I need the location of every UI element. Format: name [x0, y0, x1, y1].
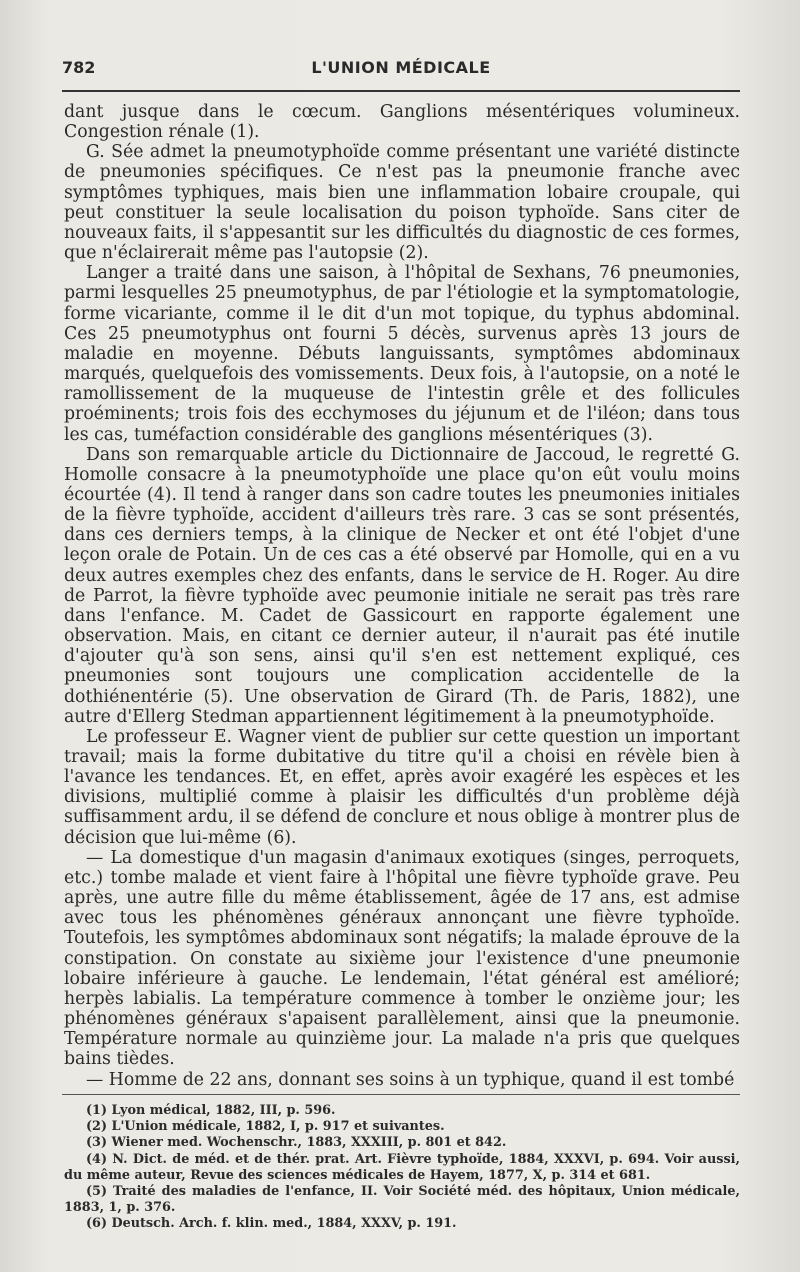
footnote-rule	[62, 1094, 740, 1095]
footnotes	[64, 1103, 740, 1233]
paragraph: — Homme de 22 ans, donnant ses soins à un typhique, quand il est tombé	[86, 1069, 735, 1090]
journal-title: L'UNION MÉDICALE	[311, 58, 491, 77]
paragraph: Le professeur E. Wagner vient de publier sur cette question un important travail; mais la forme dubitative du titre qu'il a choisi en révèle bien à l'avance les tendances. Et, en effet, après avoir exagéré les espèces et les divisions, multiplié comme à plaisir les difficultés d'un problème déjà suffisamment ardu, il se défend de conclure et nous oblige à montrer plus de décision que lui-même (6).	[64, 726, 740, 848]
article-body	[64, 102, 740, 1090]
page-number: 782	[62, 58, 96, 77]
paragraph: Langer a traité dans une saison, à l'hôpital de Sexhans, 76 pneumonies, parmi lesquelles 25 pneumotyphus, de par l'étiologie et la symptomatologie, forme vicariante, comme il le dit d'un mot topique, du typhus abdominal. Ces 25 pneumotyphus ont fourni 5 décès, survenus après 13 jours de maladie en moyenne. Débuts languissants, symptômes abdominaux marqués, quelquefois des vomissements. Deux fois, à l'autopsie, on a noté le ramollissement de la muqueuse de l'intestin grêle et des follicules proéminents; trois fois des ecchymoses du jéjunum et de l'iléon; dans tous les cas, tuméfaction considérable des ganglions mésentériques (3).	[64, 263, 740, 445]
paragraph: — La domestique d'un magasin d'animaux exotiques (singes, perroquets, etc.) tombe malade et vient faire à l'hôpital une fièvre typhoïde grave. Peu après, une autre fille du même établissement, âgée de 17 ans, est admise avec tous les phénomènes généraux annonçant une fièvre typhoïde. Toutefois, les symptômes abdominaux sont négatifs; la malade éprouve de la constipation. On constate au sixième jour l'existence d'une pneumonie lobaire inférieure à gauche. Le lendemain, l'état général est amélioré; herpès labialis. La température commence à tomber le onzième jour; les phénomènes généraux s'apaisent parallèlement, ainsi que la pneumonie. Température normale au quinzième jour. La malade n'a pris que quelques bains tièdes.	[64, 847, 740, 1070]
paragraph: G. Sée admet la pneumotyphoïde comme présentant une variété distincte de pneumonies spécifiques. Ce n'est pas la pneumonie franche avec symptômes typhiques, mais bien une inflammation lobaire croupale, qui peut constituer la seule localisation du poison typhoïde. Sans citer de nouveaux faits, il s'appesantit sur les difficultés du diagnostic de ces formes, que n'éclairerait même pas l'autopsie (2).	[64, 142, 740, 264]
header-rule	[62, 90, 740, 92]
footnote: (3) Wiener med. Wochenschr., 1883, XXXIII, p. 801 et 842.	[86, 1135, 507, 1151]
footnote: (4) N. Dict. de méd. et de thér. prat. Art. Fièvre typhoïde, 1884, XXXVI, p. 694. Voir aussi, du même auteur, Revue des sciences médicales de Hayem, 1877, X, p. 314 et 681.	[64, 1151, 740, 1183]
footnote: (2) L'Union médicale, 1882, I, p. 917 et suivantes.	[86, 1119, 445, 1135]
footnote: (1) Lyon médical, 1882, III, p. 596.	[86, 1103, 336, 1118]
running-header	[62, 58, 740, 84]
footnote: (5) Traité des maladies de l'enfance, II. Voir Société méd. des hôpitaux, Union médicale, 1883, 1, p. 376.	[64, 1184, 740, 1216]
paragraph: Dans son remarquable article du Dictionnaire de Jaccoud, le regretté G. Homolle consacre à la pneumotyphoïde une place qu'on eût voulu moins écourtée (4). Il tend à ranger dans son cadre toutes les pneumonies initiales de la fièvre typhoïde, accident d'ailleurs très rare. 3 cas se sont présentés, dans ces derniers temps, à la clinique de Necker et ont été l'objet d'une leçon orale de Potain. Un de ces cas a été observé par Homolle, qui en a vu deux autres exemples chez des enfants, dans le service de H. Roger. Au dire de Parrot, la fièvre typhoïde avec peumonie initiale ne serait pas très rare dans l'enfance. M. Cadet de Gassicourt en rapporte également une observation. Mais, en citant ce dernier auteur, il n'aurait pas été inutile d'ajouter qu'à son sens, ainsi qu'il s'en est nettement expliqué, ces pneumonies sont toujours une complication accidentelle de la dothiénentérie (5). Une observation de Girard (Th. de Paris, 1882), une autre d'Ellerg Stedman appartiennent légitimement à la pneumotyphoïde.	[64, 444, 740, 727]
paragraph: dant jusque dans le cœcum. Ganglions mésentériques volumineux. Congestion rénale (1).	[64, 102, 740, 143]
footnote: (6) Deutsch. Arch. f. klin. med., 1884, XXXV, p. 191.	[86, 1216, 457, 1232]
